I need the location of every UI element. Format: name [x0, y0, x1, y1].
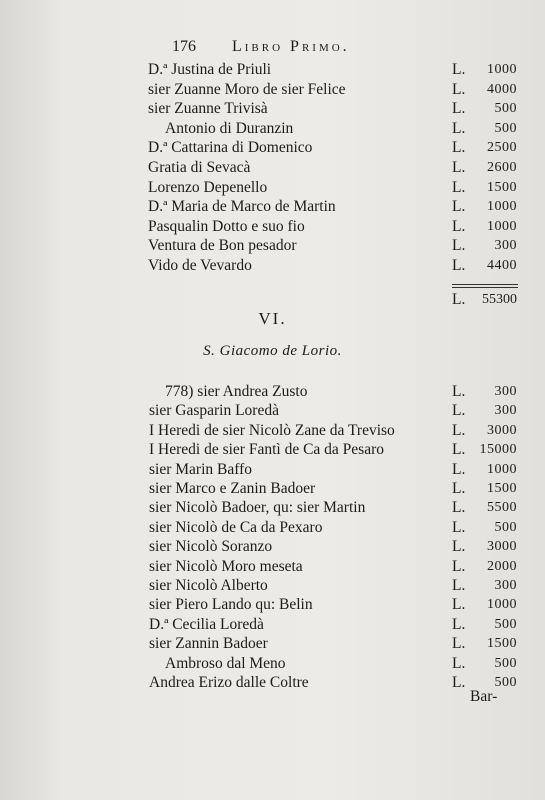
parish-heading: S. Giacomo de Lorio.	[203, 343, 342, 359]
entry-row	[0, 256, 545, 276]
entry-name: sier Zuanne Trivisà	[148, 100, 268, 118]
entry-currency: L.	[452, 557, 466, 575]
entry-amount: 300	[494, 403, 517, 419]
entry-currency: L.	[452, 80, 466, 98]
entry-name: I Heredi de sier Nicolò Zane da Treviso	[149, 421, 395, 439]
entry-amount: 1000	[487, 218, 517, 234]
entry-currency: L.	[452, 635, 466, 653]
entry-row	[0, 576, 545, 596]
entry-row	[0, 421, 545, 441]
entry-name: sier Marco e Zanin Badoer	[149, 480, 316, 497]
entry-currency: L.	[452, 441, 466, 459]
entry-currency: L.	[452, 596, 466, 614]
entry-name: sier Nicolò Soranzo	[149, 538, 273, 556]
entry-amount: 500	[494, 675, 517, 690]
entry-name: D.ª Justina de Priuli	[148, 61, 272, 78]
entry-amount: 300	[494, 578, 517, 593]
entry-currency: L.	[452, 480, 466, 497]
entry-name: D.ª Cecilia Loredà	[149, 615, 264, 633]
entry-name: Antonio di Duranzin	[165, 119, 294, 137]
entry-name: Pasqualin Dotto e suo fio	[148, 217, 305, 235]
total-amount: 55300	[482, 292, 517, 307]
entry-name: Lorenzo Depenello	[148, 178, 268, 196]
entry-row	[0, 99, 545, 119]
entry-row	[0, 401, 545, 421]
entry-currency: L.	[452, 119, 466, 137]
entry-name: sier Nicolò Alberto	[149, 577, 268, 594]
catchword: Bar-	[470, 688, 498, 705]
entry-row	[0, 498, 545, 518]
entry-row	[0, 158, 545, 178]
entry-name: sier Nicolò de Ca da Pexaro	[149, 518, 323, 536]
entry-amount: 300	[494, 384, 517, 399]
entry-currency: L.	[452, 178, 466, 196]
entry-amount: 15000	[479, 442, 517, 458]
entry-name: sier Piero Lando qu: Belin	[149, 596, 313, 614]
entry-amount: 1500	[487, 179, 517, 195]
entry-amount: 500	[494, 101, 517, 117]
entry-currency: L.	[452, 538, 466, 556]
page-number: 176	[172, 38, 196, 55]
entry-name: D.ª Cattarina di Domenico	[148, 139, 313, 157]
entry-amount: 300	[494, 238, 517, 254]
entry-row	[0, 537, 545, 557]
entry-name: Vido de Vevardo	[148, 257, 252, 274]
entry-row	[0, 595, 545, 615]
entry-currency: L.	[452, 402, 466, 420]
double-rule	[452, 284, 518, 285]
entry-amount: 500	[494, 120, 517, 136]
entry-row	[0, 615, 545, 635]
entry-amount: 2000	[487, 558, 517, 574]
entry-name: sier Nicolò Badoer, qu: sier Martin	[149, 499, 366, 517]
entry-amount: 2500	[487, 140, 517, 156]
total-row	[0, 290, 545, 310]
entry-currency: L.	[452, 217, 466, 235]
entry-name: D.ª Maria de Marco de Martin	[148, 198, 336, 216]
entry-row	[0, 197, 545, 217]
entry-row	[0, 654, 545, 674]
entry-currency: L.	[452, 615, 466, 633]
entry-name: sier Marin Baffo	[149, 460, 253, 478]
entry-currency: L.	[452, 159, 466, 176]
entry-name: Ambroso dal Meno	[165, 654, 286, 672]
entry-row	[0, 557, 545, 577]
entry-currency: L.	[452, 61, 466, 78]
entry-row	[0, 217, 545, 237]
entry-amount: 500	[494, 519, 517, 535]
entry-currency: L.	[452, 237, 466, 255]
entry-currency: L.	[452, 257, 466, 274]
entry-amount: 1500	[487, 636, 517, 652]
entry-currency: L.	[452, 654, 466, 672]
entry-currency: L.	[452, 518, 466, 536]
entry-row	[0, 673, 545, 693]
entry-amount: 3000	[487, 539, 517, 555]
entry-row	[0, 236, 545, 256]
entry-row	[0, 60, 545, 80]
entry-name: Ventura de Bon pesador	[148, 237, 297, 255]
entry-amount: 3000	[487, 422, 517, 438]
page-header	[172, 38, 432, 56]
entry-currency: L.	[452, 421, 466, 439]
entry-row	[0, 138, 545, 158]
entry-currency: L.	[452, 100, 466, 118]
entry-amount: 500	[494, 616, 517, 632]
entry-name: Andrea Erizo dalle Coltre	[149, 674, 309, 691]
section-number: VI.	[258, 309, 287, 328]
entry-name: Gratia di Sevacà	[148, 159, 251, 176]
entry-row	[0, 460, 545, 480]
entry-currency: L.	[452, 674, 466, 691]
entry-row	[0, 518, 545, 538]
entry-row	[0, 479, 545, 499]
double-rule	[452, 287, 518, 288]
entry-amount: 500	[494, 655, 517, 671]
entry-amount: 1000	[487, 461, 517, 477]
entry-name: sier Zuanne Moro de sier Felice	[148, 80, 346, 98]
entry-name: sier Zannin Badoer	[149, 635, 268, 653]
entry-currency: L.	[452, 577, 466, 594]
entry-name: 778) sier Andrea Zusto	[165, 383, 308, 400]
entry-currency: L.	[452, 198, 466, 216]
entry-name: I Heredi de sier Fantì de Ca da Pesaro	[149, 441, 385, 459]
entry-amount: 1000	[487, 597, 517, 613]
total-currency: L.	[452, 291, 466, 308]
entry-currency: L.	[452, 383, 466, 400]
entry-amount: 1000	[487, 199, 517, 215]
entry-currency: L.	[452, 139, 466, 157]
entry-amount: 1500	[487, 481, 517, 496]
entry-amount: 1000	[487, 62, 517, 77]
entry-name: sier Nicolò Moro meseta	[149, 557, 303, 575]
entry-amount: 5500	[487, 500, 517, 516]
entry-amount: 4000	[487, 81, 517, 97]
entry-row	[0, 634, 545, 654]
entry-amount: 4400	[487, 258, 517, 273]
entry-row	[0, 382, 545, 402]
entry-row	[0, 440, 545, 460]
entry-row	[0, 80, 545, 100]
entry-amount: 2600	[487, 160, 517, 175]
entry-name: sier Gasparin Loredà	[149, 402, 279, 420]
running-title: Libro Primo.	[232, 38, 350, 55]
entry-row	[0, 178, 545, 198]
entry-currency: L.	[452, 460, 466, 478]
entry-row	[0, 119, 545, 139]
entry-currency: L.	[452, 499, 466, 517]
